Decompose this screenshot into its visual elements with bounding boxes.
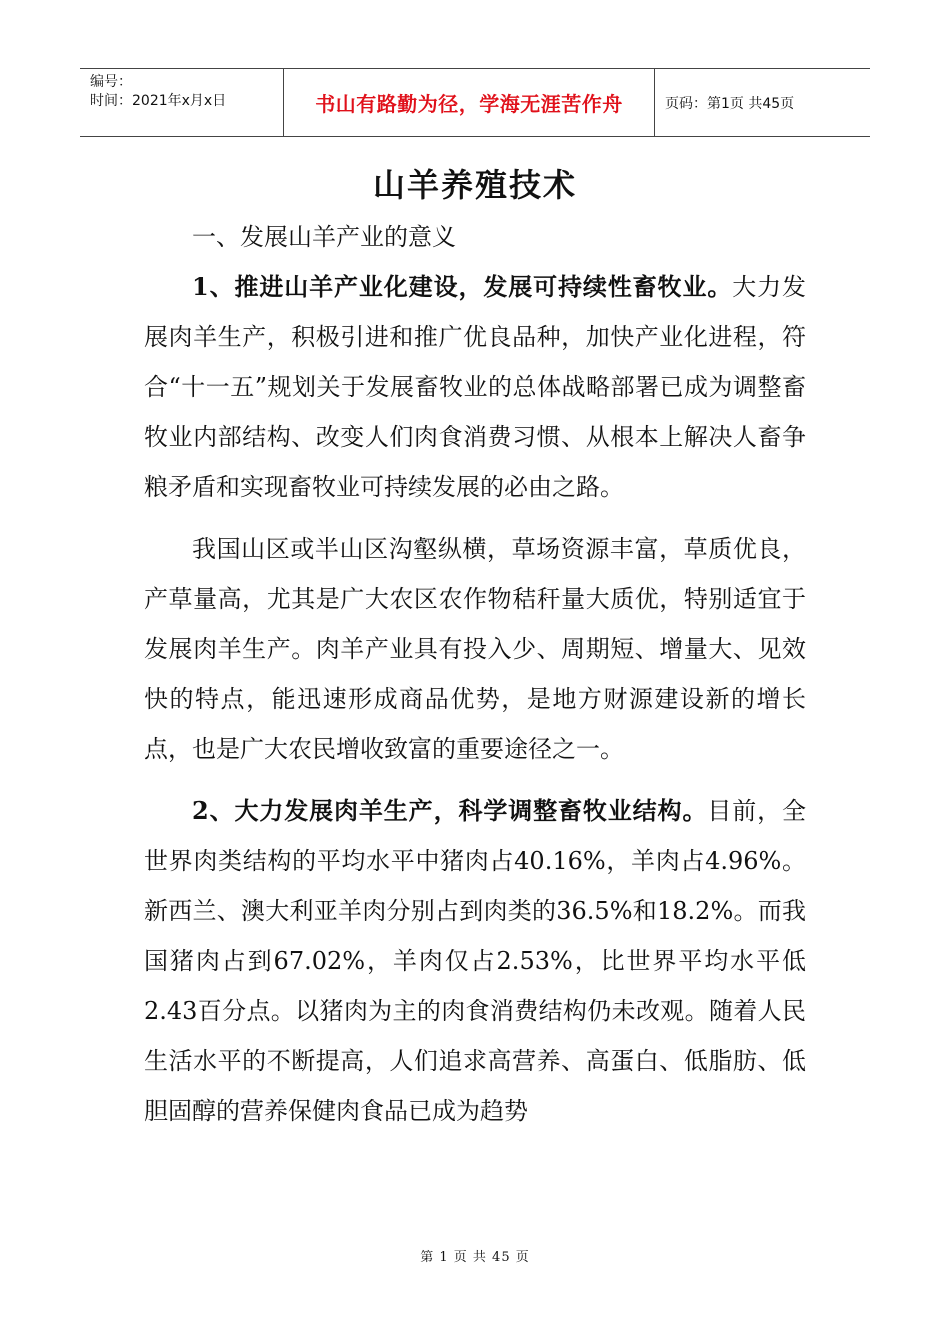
paragraph-2 <box>144 524 806 774</box>
section-heading: 一、发展山羊产业的意义 <box>192 223 456 251</box>
header-left-cell <box>80 69 283 136</box>
paragraph-2-text: 我国山区或半山区沟壑纵横，草场资源丰富，草质优良，产草量高，尤其是广大农区农作物秸秆量大质优，特别适宜于发展肉羊生产。肉羊产业具有投入少、周期短、增量大、见效快的特点，能迅速形成商品优势，是地方财源建设新的增长点，也是广大农民增收致富的重要途径之一。 <box>144 535 806 763</box>
page-info: 页码：第1页 共45页 <box>665 95 795 112</box>
page-footer: 第 1 页 共 45 页 <box>420 1250 530 1265</box>
paragraph-1-text: 大力发展肉羊生产，积极引进和推广优良品种，加快产业化进程，符合“十一五”规划关于发展畜牧业的总体战略部署已成为调整畜牧业内部结构、改变人们肉食消费习惯、从根本上解决人畜争粮矛盾和实现畜牧业可持续发展的必由之路。 <box>144 273 807 501</box>
paragraph-1 <box>144 262 806 512</box>
document-body <box>144 212 806 1136</box>
header-right-cell <box>655 69 870 136</box>
document-title: 山羊养殖技术 <box>372 166 577 204</box>
number-label: 编号： <box>90 74 132 90</box>
paragraph-3-text: 目前，全世界肉类结构的平均水平中猪肉占40.16%，羊肉占4.96%。新西兰、澳大利亚羊肉分别占到肉类的36.5%和18.2%。而我国猪肉占到67.02%，羊肉仅占2.53%，比世界平均水平低2.43百分点。以猪肉为主的肉食消费结构仍未改观。随着人民生活水平的不断提高，人们追求高营养、高蛋白、低脂肪、低胆固醇的营养保健肉食品已成为趋势 <box>144 797 807 1125</box>
header-table <box>80 68 870 137</box>
date-label: 时间：2021年x月x日 <box>90 93 227 109</box>
paragraph-1-lead: 1、推进山羊产业化建设，发展可持续性畜牧业。 <box>192 272 733 301</box>
header-middle-cell <box>283 69 655 136</box>
motto-text: 书山有路勤为径，学海无涯苦作舟 <box>315 92 623 116</box>
paragraph-3-lead: 2、大力发展肉羊生产，科学调整畜牧业结构。 <box>192 796 708 825</box>
paragraph-3 <box>144 786 806 1136</box>
